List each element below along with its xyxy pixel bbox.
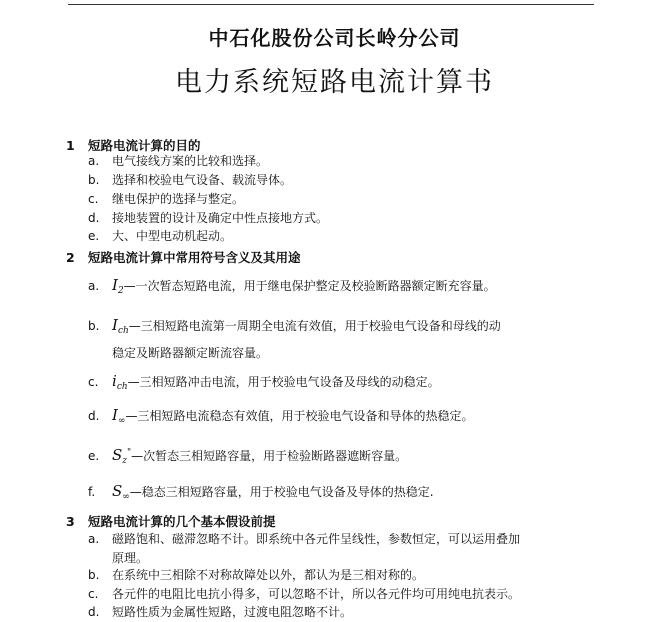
item-letter: e. xyxy=(88,229,100,243)
item-text: 大、中型电动机起动。 xyxy=(112,229,233,243)
symbol-item xyxy=(88,446,407,468)
item-text: 继电保护的选择与整定。 xyxy=(112,192,245,206)
item-letter: b. xyxy=(88,319,100,333)
item-text: —一次暂态短路电流，用于继电保护整定及校验断路器额定断充容量。 xyxy=(123,279,496,293)
item-letter: a. xyxy=(88,279,100,293)
list-item xyxy=(88,587,520,601)
item-letter: d. xyxy=(88,211,100,225)
symbol: I xyxy=(112,406,118,424)
item-text: 在系统中三相除不对称故障处以外，都认为是三相对称的。 xyxy=(112,568,425,582)
symbol-superscript: " xyxy=(127,448,132,458)
list-item xyxy=(88,229,232,243)
section-number: 1 xyxy=(66,138,75,153)
document-title: 电力系统短路电流计算书 xyxy=(175,67,494,98)
item-text: 电气接线方案的比较和选择。 xyxy=(112,154,269,168)
symbol-item xyxy=(88,318,501,338)
symbol-item xyxy=(88,374,440,394)
item-letter: e. xyxy=(88,449,100,463)
item-text: 接地装置的设计及确定中性点接地方式。 xyxy=(112,211,329,225)
item-letter: f. xyxy=(88,485,96,499)
symbol: i xyxy=(112,372,117,390)
item-text: 各元件的电阻比电抗小得多，可以忽略不计，所以各元件均可用纯电抗表示。 xyxy=(112,587,521,601)
symbol-subscript: ch xyxy=(117,326,129,336)
symbol-subscript: ∞ xyxy=(122,492,130,502)
item-text: —三相短路冲击电流，用于校验电气设备及母线的动稳定。 xyxy=(127,375,440,389)
item-text: 磁路饱和、磁滞忽略不计。即系统中各元件呈线性，参数恒定，可以运用叠加 xyxy=(112,532,521,546)
list-item xyxy=(88,605,352,619)
item-letter: b. xyxy=(88,173,100,187)
header-rule xyxy=(68,4,594,5)
symbol-subscript: ∞ xyxy=(117,416,126,426)
item-text: —三相短路电流第一周期全电流有效值，用于校验电气设备和母线的动 xyxy=(128,319,501,333)
company-name: 中石化股份公司长岭分公司 xyxy=(208,26,461,50)
item-letter: c. xyxy=(88,587,99,601)
item-letter: d. xyxy=(88,409,100,423)
section-title: 短路电流计算的目的 xyxy=(88,138,201,153)
symbol-item xyxy=(88,408,473,428)
section-heading xyxy=(66,136,201,154)
symbol: S xyxy=(112,482,123,500)
item-text: —次暂态三相短路容量，用于检验断路器遮断容量。 xyxy=(131,449,408,463)
item-continuation: 原理。 xyxy=(112,551,149,565)
item-letter: c. xyxy=(88,375,99,389)
list-item xyxy=(88,154,268,168)
section-number: 3 xyxy=(66,514,75,529)
section-heading xyxy=(66,248,301,266)
symbol-subscript: ch xyxy=(116,382,128,392)
item-letter: d. xyxy=(88,605,100,619)
item-letter: b. xyxy=(88,568,100,582)
symbol: I xyxy=(112,276,118,294)
symbol-subscript: z xyxy=(122,456,128,466)
list-item xyxy=(88,532,520,546)
item-letter: a. xyxy=(88,532,100,546)
section-title: 短路电流计算中常用符号含义及其用途 xyxy=(88,250,301,265)
symbol-subscript: 2 xyxy=(117,286,124,296)
item-text: 短路性质为金属性短路，过渡电阻忽略不计。 xyxy=(112,605,353,619)
section-title: 短路电流计算的几个基本假设前提 xyxy=(88,514,276,529)
item-letter: a. xyxy=(88,154,100,168)
symbol-item xyxy=(88,484,434,504)
item-text: —三相短路电流稳态有效值，用于校验电气设备和导体的热稳定。 xyxy=(125,409,474,423)
symbol-item xyxy=(88,278,496,298)
item-text: 选择和校验电气设备、载流导体。 xyxy=(112,173,293,187)
section-number: 2 xyxy=(66,250,75,265)
item-text: —稳态三相短路容量，用于校验电气设备及导体的热稳定. xyxy=(129,485,434,499)
list-item xyxy=(88,192,244,206)
section-heading xyxy=(66,512,276,530)
item-letter: c. xyxy=(88,192,99,206)
symbol: S xyxy=(112,446,123,464)
list-item xyxy=(88,211,328,225)
item-continuation: 稳定及断路器额定断流容量。 xyxy=(112,346,269,360)
list-item xyxy=(88,173,292,187)
symbol: I xyxy=(112,316,118,334)
list-item xyxy=(88,568,424,582)
